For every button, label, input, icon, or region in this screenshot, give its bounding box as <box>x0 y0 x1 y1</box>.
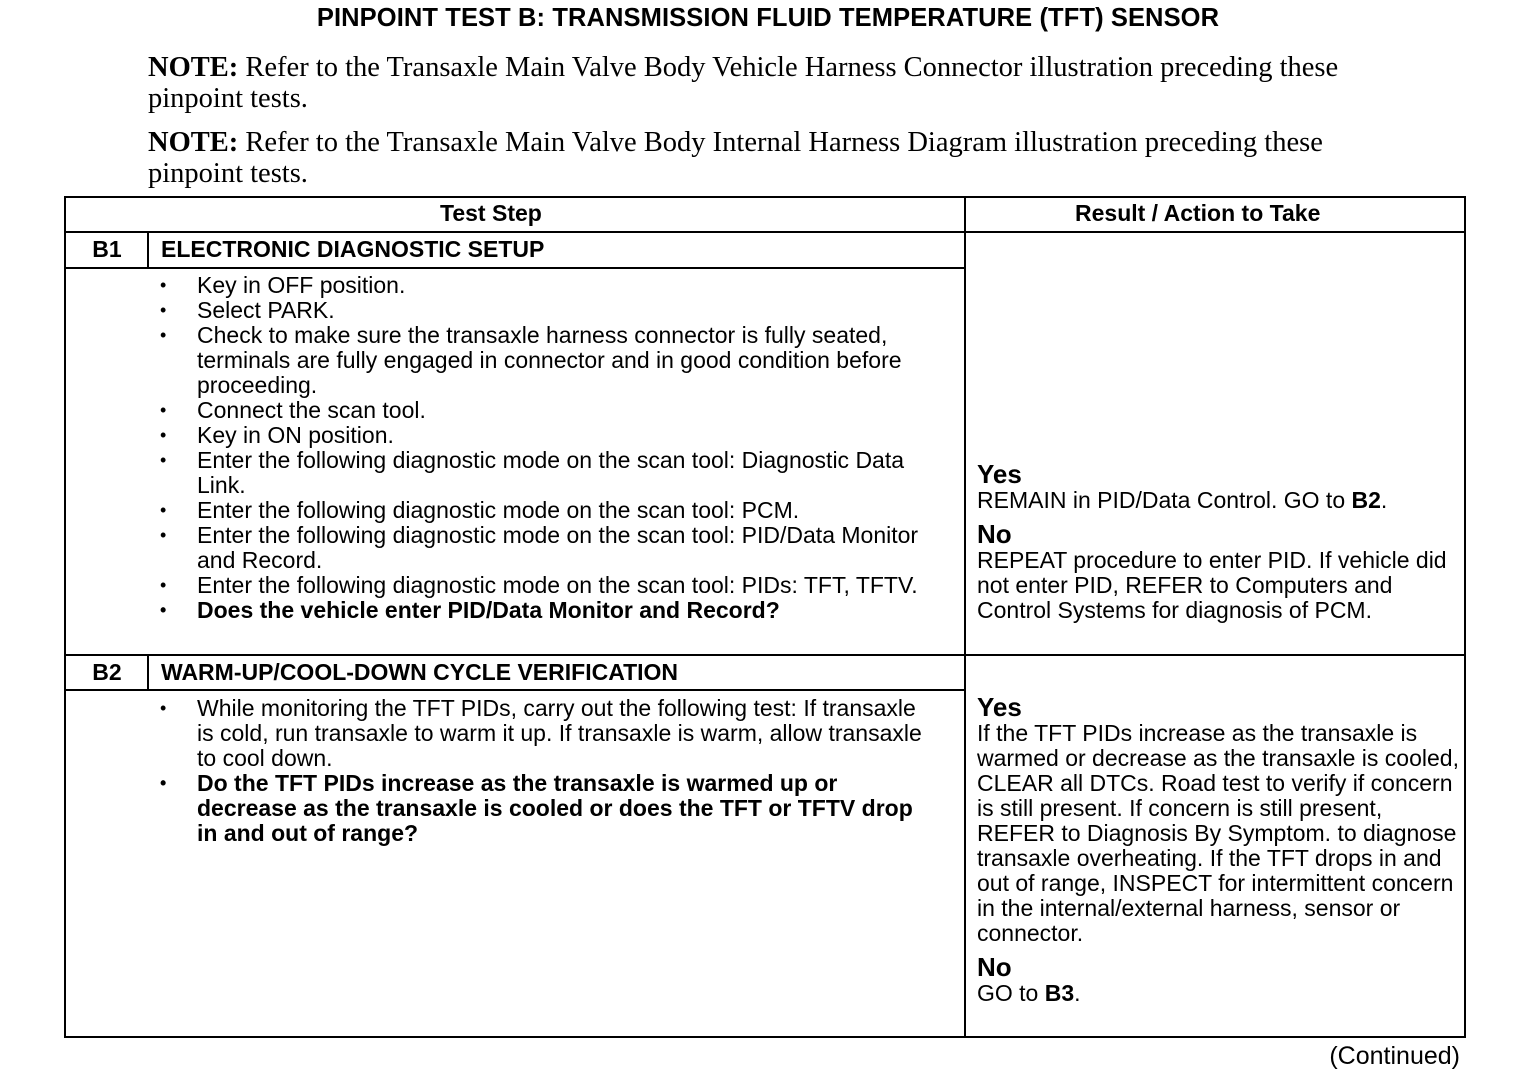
bullet-icon: • <box>160 600 167 620</box>
note-1-label: NOTE: <box>148 52 239 83</box>
step-b1-id: B1 <box>92 236 122 262</box>
step-b1-title: ELECTRONIC DIAGNOSTIC SETUP <box>161 236 545 262</box>
step-b1-bullets <box>160 273 950 623</box>
bullet-icon: • <box>160 698 167 718</box>
note-2-label: NOTE: <box>148 127 239 158</box>
no-action: REPEAT procedure to enter PID. If vehicle did not enter PID, REFER to Computers and Control Systems for diagnosis of PCM. <box>977 547 1447 623</box>
bullet-icon: • <box>160 450 167 470</box>
bullet-icon: • <box>160 400 167 420</box>
step-question: • Does the vehicle enter PID/Data Monitor and Record? <box>160 597 780 623</box>
header-result: Result / Action to Take <box>1075 200 1321 226</box>
step-b1-result <box>977 461 1461 631</box>
list-item: • Enter the following diagnostic mode on the scan tool: PIDs: TFT, TFTV. <box>160 572 918 598</box>
bullet-icon: • <box>160 425 167 445</box>
list-item: • While monitoring the TFT PIDs, carry out the following test: If transaxle is cold, run transaxle to warm it up. If transaxle is warm, allow transaxle to cool down. <box>160 695 922 771</box>
step-b2-bullets <box>160 696 930 846</box>
yes-action: REMAIN in PID/Data Control. GO to B2. <box>977 487 1388 513</box>
step-question: • Do the TFT PIDs increase as the transaxle is warmed up or decrease as the transaxle is cooled or does the TFT or TFTV drop in and out of range? <box>160 770 913 846</box>
header-test-step: Test Step <box>440 200 542 226</box>
step-b2-result <box>977 694 1463 1014</box>
step-b2-id: B2 <box>92 659 122 685</box>
bullet-icon: • <box>160 325 167 345</box>
list-item: • Select PARK. <box>160 297 335 323</box>
list-item: • Check to make sure the transaxle harness connector is fully seated, terminals are fully engaged in connector and in good condition before proceeding. <box>160 322 902 398</box>
no-label: No <box>977 952 1012 982</box>
list-item: • Enter the following diagnostic mode on the scan tool: PID/Data Monitor and Record. <box>160 522 919 573</box>
list-item: • Enter the following diagnostic mode on the scan tool: PCM. <box>160 497 800 523</box>
page-title: PINPOINT TEST B: TRANSMISSION FLUID TEMPERATURE (TFT) SENSOR <box>316 4 1220 32</box>
list-item: • Enter the following diagnostic mode on the scan tool: Diagnostic Data Link. <box>160 447 905 498</box>
bullet-icon: • <box>160 500 167 520</box>
bullet-icon: • <box>160 275 167 295</box>
yes-label: Yes <box>977 459 1022 489</box>
yes-action: If the TFT PIDs increase as the transaxle is warmed or decrease as the transaxle is cooled, CLEAR all DTCs. Road test to verify if concern is still present. If concern is still present, REFER to Diagnosis By Symptom. to diagnose transaxle overheating. If the TFT drops in and out of range, INSPECT for intermittent concern in the internal/external harness, sensor or connector. <box>977 720 1459 946</box>
continued-label: (Continued) <box>1329 1042 1460 1070</box>
list-item: • Key in OFF position. <box>160 272 406 298</box>
note-1-text: Refer to the Transaxle Main Valve Body Vehicle Harness Connector illustration preceding these pinpoint tests. <box>148 52 1339 114</box>
note-2-text: Refer to the Transaxle Main Valve Body Internal Harness Diagram illustration preceding these pinpoint tests. <box>148 127 1323 189</box>
list-item: • Connect the scan tool. <box>160 397 426 423</box>
bullet-icon: • <box>160 300 167 320</box>
bullet-icon: • <box>160 773 167 793</box>
list-item: • Key in ON position. <box>160 422 394 448</box>
yes-label: Yes <box>977 692 1022 722</box>
no-label: No <box>977 519 1012 549</box>
step-b2-title: WARM-UP/COOL-DOWN CYCLE VERIFICATION <box>161 659 679 685</box>
bullet-icon: • <box>160 525 167 545</box>
bullet-icon: • <box>160 575 167 595</box>
no-action: GO to B3. <box>977 980 1081 1006</box>
